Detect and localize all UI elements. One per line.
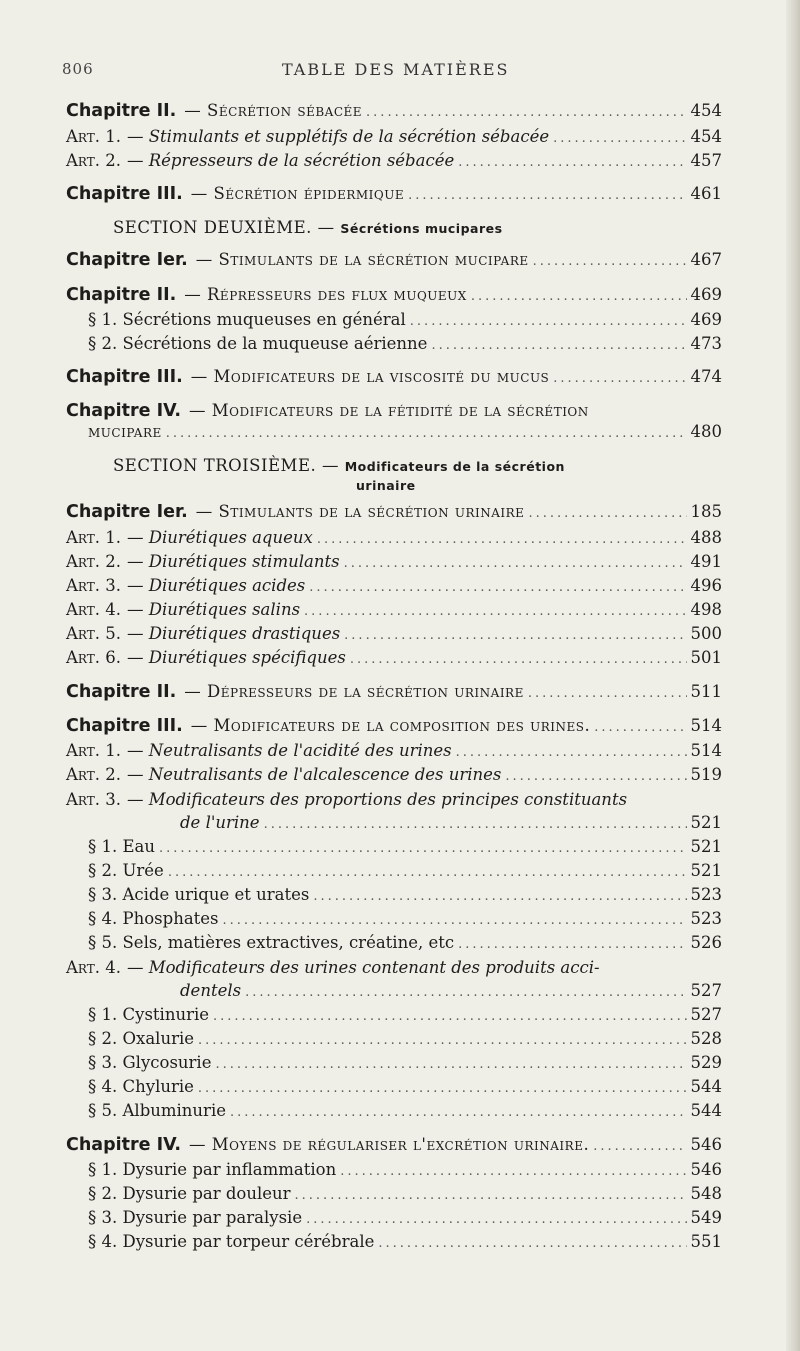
toc-entry	[88, 1207, 722, 1229]
toc-entry	[88, 1052, 722, 1074]
leader-dots	[456, 742, 687, 764]
page-number: 806	[62, 60, 94, 78]
entry-label: Chapitre III.	[66, 184, 183, 204]
entry-label: § 4.	[88, 1077, 118, 1096]
leader-dots	[431, 335, 686, 357]
entry-page: 488	[690, 528, 722, 547]
entry-label: § 2.	[88, 334, 118, 353]
section-heading-cont	[356, 474, 416, 496]
entry-title: Dysurie par paralysie	[122, 1208, 303, 1227]
entry-page: 457	[690, 151, 722, 170]
toc-entry	[66, 647, 722, 669]
entry-page: 474	[690, 367, 722, 386]
toc-entry	[66, 249, 722, 271]
leader-dots	[344, 625, 686, 647]
toc-entry-line1	[66, 789, 722, 811]
entry-page: 549	[690, 1208, 722, 1227]
entry-title-cont: de l'urine	[180, 813, 260, 832]
entry-title: Cystinurie	[122, 1005, 210, 1024]
leader-dots	[408, 185, 686, 207]
toc-entry	[88, 1231, 722, 1253]
toc-entry	[66, 501, 722, 523]
leader-dots	[505, 766, 686, 788]
entry-title-cont: mucipare	[88, 422, 162, 441]
running-title: TABLE DES MATIÈRES	[282, 60, 510, 79]
entry-label: Chapitre IV.	[66, 401, 182, 421]
entry-label: Chapitre II.	[66, 101, 177, 121]
toc-entry	[66, 284, 722, 306]
entry-page: 501	[690, 648, 722, 667]
leader-dots	[340, 1161, 686, 1183]
entry-page: 498	[690, 600, 722, 619]
entry-page: 469	[690, 285, 722, 304]
leader-dots	[168, 862, 687, 884]
toc-entry	[66, 150, 722, 172]
entry-label: § 3.	[88, 1053, 118, 1072]
leader-dots	[264, 814, 687, 836]
entry-title: — Sécrétion épidermique	[190, 184, 405, 203]
toc-entry	[88, 860, 722, 882]
entry-page: 519	[690, 765, 722, 784]
toc-entry	[88, 836, 722, 858]
entry-label: Art. 1.	[66, 528, 121, 547]
leader-dots	[306, 1209, 686, 1231]
toc-entry	[66, 551, 722, 573]
toc-entry	[66, 366, 722, 388]
entry-page: 480	[690, 422, 722, 441]
entry-title: Sécrétions muqueuses en général	[122, 310, 406, 329]
entry-label: § 3.	[88, 1208, 118, 1227]
leader-dots	[458, 152, 686, 174]
toc-entry	[66, 764, 722, 786]
entry-page: 551	[690, 1232, 722, 1251]
entry-label: § 4.	[88, 1232, 118, 1251]
entry-page: 544	[690, 1077, 722, 1096]
toc-entry	[88, 1159, 722, 1181]
leader-dots	[213, 1006, 686, 1028]
entry-label: § 2.	[88, 1029, 118, 1048]
entry-title: — Modificateurs de la composition des urines.	[190, 716, 591, 735]
toc-entry	[66, 681, 722, 703]
leader-dots	[378, 1233, 686, 1255]
entry-title: Albuminurie	[122, 1101, 226, 1120]
entry-page: 473	[690, 334, 722, 353]
entry-title: Sels, matières extractives, créatine, etc	[122, 933, 455, 952]
entry-title: — Modificateurs de la fétidité de la sécrétion	[189, 401, 589, 420]
entry-page: 454	[690, 101, 722, 120]
entry-title: — Stimulants de la sécrétion urinaire	[195, 502, 525, 521]
toc-entry	[66, 575, 722, 597]
entry-title: Glycosurie	[122, 1053, 212, 1072]
toc-entry	[66, 183, 722, 205]
entry-page: 469	[690, 310, 722, 329]
entry-title: — Sécrétion sébacée	[184, 101, 363, 120]
entry-title: — Neutralisants de l'acidité des urines	[126, 741, 452, 760]
toc-entry	[88, 1183, 722, 1205]
entry-title-cont: dentels	[180, 981, 242, 1000]
entry-title: — Répresseurs de la sécrétion sébacée	[126, 151, 455, 170]
entry-label: § 3.	[88, 885, 118, 904]
entry-label: Art. 1.	[66, 127, 121, 146]
entry-page: 527	[690, 981, 722, 1000]
toc-entry-line2	[180, 812, 722, 834]
entry-label: Art. 1.	[66, 741, 121, 760]
entry-page: 523	[690, 909, 722, 928]
toc-entry	[66, 740, 722, 762]
section-title: SECTION DEUXIÈME. —	[113, 218, 335, 237]
entry-page: 461	[690, 184, 722, 203]
entry-label: § 2.	[88, 861, 118, 880]
entry-label: Art. 2.	[66, 151, 121, 170]
entry-label: Art. 2.	[66, 552, 121, 571]
entry-page: 454	[690, 127, 722, 146]
entry-label: Art. 5.	[66, 624, 121, 643]
section-title: SECTION TROISIÈME. —	[113, 456, 339, 475]
toc-entry	[88, 1100, 722, 1122]
entry-page: 546	[690, 1160, 722, 1179]
toc-entry	[88, 1076, 722, 1098]
entry-page: 496	[690, 576, 722, 595]
entry-label: Art. 4.	[66, 600, 121, 619]
entry-label: Chapitre III.	[66, 716, 183, 736]
entry-title: Urée	[122, 861, 164, 880]
leader-dots	[410, 311, 687, 333]
toc-entry	[88, 309, 722, 331]
leader-dots	[366, 102, 686, 124]
entry-page: 511	[690, 682, 722, 701]
leader-dots	[593, 1136, 686, 1158]
section-heading	[113, 455, 565, 477]
entry-label: § 1.	[88, 1160, 118, 1179]
entry-label: Art. 3.	[66, 790, 121, 809]
leader-dots	[309, 577, 686, 599]
entry-title: — Diurétiques stimulants	[126, 552, 340, 571]
entry-title: — Stimulants et supplétifs de la sécrétion sébacée	[126, 127, 550, 146]
entry-label: § 5.	[88, 933, 118, 952]
entry-label: Chapitre II.	[66, 285, 177, 305]
leader-dots	[350, 649, 687, 671]
leader-dots	[198, 1078, 687, 1100]
entry-title: — Diurétiques acides	[126, 576, 306, 595]
entry-label: § 5.	[88, 1101, 118, 1120]
entry-label: § 1.	[88, 1005, 118, 1024]
entry-page: 526	[690, 933, 722, 952]
section-subtitle-cont: urinaire	[356, 478, 416, 493]
entry-page: 546	[690, 1135, 722, 1154]
entry-page: 523	[690, 885, 722, 904]
entry-label: Chapitre Ier.	[66, 502, 188, 522]
entry-title: — Modificateurs des proportions des principes constituants	[126, 790, 628, 809]
leader-dots	[313, 886, 686, 908]
entry-title: — Diurétiques salins	[126, 600, 301, 619]
entry-title: Phosphates	[122, 909, 219, 928]
leader-dots	[533, 251, 687, 273]
toc-entry	[88, 1004, 722, 1026]
entry-label: § 4.	[88, 909, 118, 928]
entry-label: Art. 4.	[66, 958, 121, 977]
toc-entry-line2	[180, 980, 722, 1002]
entry-label: Chapitre Ier.	[66, 250, 188, 270]
leader-dots	[528, 683, 687, 705]
entry-page: 500	[690, 624, 722, 643]
entry-label: Art. 6.	[66, 648, 121, 667]
entry-label: Chapitre IV.	[66, 1135, 182, 1155]
entry-page: 491	[690, 552, 722, 571]
entry-title: — Répresseurs des flux muqueux	[184, 285, 467, 304]
entry-label: § 2.	[88, 1184, 118, 1203]
leader-dots	[245, 982, 686, 1004]
entry-title: Chylurie	[122, 1077, 194, 1096]
entry-label: Chapitre II.	[66, 682, 177, 702]
entry-page: 521	[690, 813, 722, 832]
entry-title: — Diurétiques drastiques	[126, 624, 341, 643]
toc-entry-line1	[66, 957, 722, 979]
entry-title: — Dépresseurs de la sécrétion urinaire	[184, 682, 524, 701]
entry-title: Acide urique et urates	[122, 885, 310, 904]
entry-title: Dysurie par torpeur cérébrale	[122, 1232, 375, 1251]
toc-entry	[66, 1134, 722, 1156]
entry-label: Art. 3.	[66, 576, 121, 595]
leader-dots	[344, 553, 687, 575]
entry-title: Dysurie par douleur	[122, 1184, 291, 1203]
entry-title: — Modificateurs des urines contenant des produits acci-	[126, 958, 600, 977]
toc-entry	[66, 715, 722, 737]
entry-title: Sécrétions de la muqueuse aérienne	[122, 334, 428, 353]
leader-dots	[198, 1030, 686, 1052]
leader-dots	[553, 128, 686, 150]
toc-entry	[88, 932, 722, 954]
leader-dots	[317, 529, 687, 551]
entry-label: § 1.	[88, 310, 118, 329]
toc-entry-line1	[66, 400, 722, 422]
leader-dots	[553, 368, 686, 390]
entry-label: § 1.	[88, 837, 118, 856]
entry-page: 185	[690, 502, 722, 521]
leader-dots	[215, 1054, 686, 1076]
entry-title: Eau	[122, 837, 156, 856]
entry-page: 528	[690, 1029, 722, 1048]
entry-title: Oxalurie	[122, 1029, 195, 1048]
entry-label: Chapitre III.	[66, 367, 183, 387]
leader-dots	[528, 503, 686, 525]
entry-page: 521	[690, 837, 722, 856]
leader-dots	[223, 910, 687, 932]
entry-page: 529	[690, 1053, 722, 1072]
toc-entry	[66, 126, 722, 148]
leader-dots	[594, 717, 686, 739]
entry-page: 514	[690, 716, 722, 735]
entry-page: 527	[690, 1005, 722, 1024]
entry-label: Art. 2.	[66, 765, 121, 784]
leader-dots	[295, 1185, 687, 1207]
toc-entry	[66, 599, 722, 621]
entry-page: 548	[690, 1184, 722, 1203]
entry-title: — Moyens de régulariser l'excrétion urinaire.	[189, 1135, 590, 1154]
toc-entry	[88, 1028, 722, 1050]
toc-entry	[88, 884, 722, 906]
entry-page: 514	[690, 741, 722, 760]
entry-page: 544	[690, 1101, 722, 1120]
toc-entry	[66, 527, 722, 549]
toc-entry-line2	[88, 421, 722, 443]
leader-dots	[166, 423, 687, 445]
entry-title: — Diurétiques aqueux	[126, 528, 313, 547]
entry-title: Dysurie par inflammation	[122, 1160, 337, 1179]
toc-entry	[88, 333, 722, 355]
toc-entry	[88, 908, 722, 930]
leader-dots	[159, 838, 686, 860]
leader-dots	[471, 286, 687, 308]
section-heading	[113, 217, 503, 239]
section-subtitle: Sécrétions mucipares	[340, 221, 503, 236]
entry-title: — Neutralisants de l'alcalescence des urines	[126, 765, 502, 784]
toc-entry	[66, 100, 722, 122]
entry-page: 467	[690, 250, 722, 269]
leader-dots	[458, 934, 686, 956]
toc-entry	[66, 623, 722, 645]
entry-title: — Stimulants de la sécrétion mucipare	[195, 250, 529, 269]
entry-title: — Modificateurs de la viscosité du mucus	[190, 367, 550, 386]
section-subtitle: Modificateurs de la sécrétion	[344, 459, 565, 474]
leader-dots	[304, 601, 686, 623]
entry-page: 521	[690, 861, 722, 880]
leader-dots	[230, 1102, 687, 1124]
entry-title: — Diurétiques spécifiques	[126, 648, 346, 667]
